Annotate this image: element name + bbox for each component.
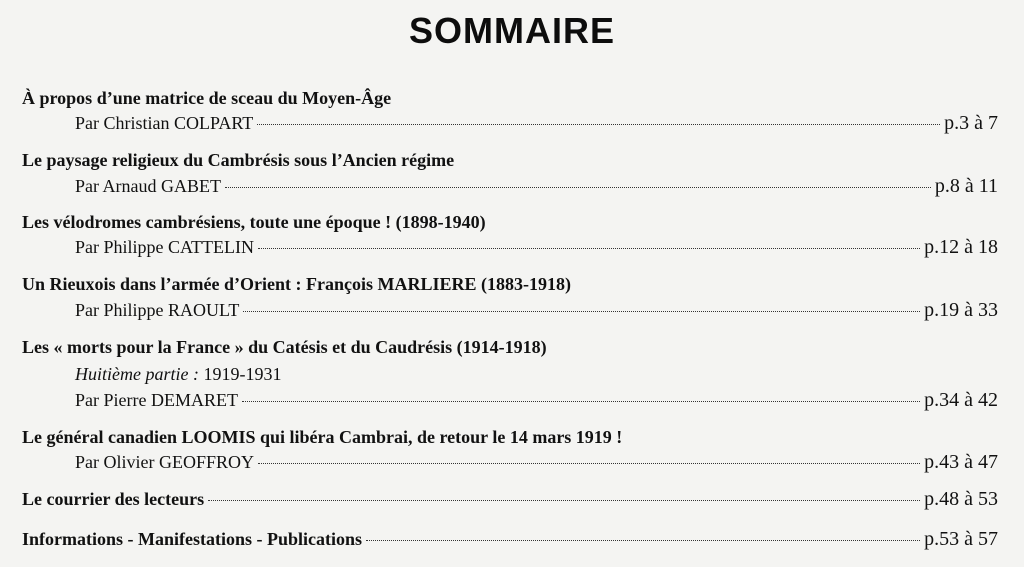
- article-author: Par Pierre DEMARET: [75, 390, 238, 410]
- article-title: Le courrier des lecteurs: [22, 489, 205, 509]
- toc-line: [75, 236, 998, 259]
- dot-leader: [225, 187, 931, 188]
- toc-line: [75, 451, 998, 474]
- article-title: Le général canadien LOOMIS qui libéra Cambrai, de retour le 14 mars 1919 !: [22, 427, 623, 447]
- dot-leader: [366, 540, 920, 541]
- article-title: Un Rieuxois dans l’armée d’Orient : François MARLIERE (1883-1918): [22, 274, 571, 294]
- subtitle-text: 1919-1931: [198, 364, 282, 384]
- dot-leader: [257, 124, 940, 125]
- dot-leader: [258, 463, 920, 464]
- toc-line: [22, 528, 998, 551]
- toc-line: [75, 112, 998, 135]
- dot-leader: [258, 248, 920, 249]
- dot-leader: [208, 500, 920, 501]
- dot-leader: [242, 401, 920, 402]
- article-author: Par Philippe RAOULT: [75, 300, 240, 320]
- toc-line: [75, 175, 998, 198]
- toc-line: [22, 488, 998, 511]
- toc-line: [75, 299, 998, 322]
- article-title: Informations - Manifestations - Publications: [22, 529, 363, 549]
- article-author: Par Olivier GEOFFROY: [75, 452, 254, 472]
- page-title: SOMMAIRE: [409, 10, 615, 51]
- page-range: p.43 à 47: [924, 451, 998, 473]
- article-title: Les « morts pour la France » du Catésis et du Caudrésis (1914-1918): [22, 337, 547, 357]
- article-title: À propos d’une matrice de sceau du Moyen-Âge: [22, 88, 392, 108]
- page-range: p.34 à 42: [924, 389, 998, 411]
- article-author: Par Arnaud GABET: [75, 176, 221, 196]
- article-author: Par Philippe CATTELIN: [75, 237, 254, 257]
- page-range: p.53 à 57: [924, 528, 998, 550]
- dot-leader: [243, 311, 920, 312]
- article-subtitle: [75, 364, 281, 385]
- page-range: p.48 à 53: [924, 488, 998, 510]
- page-range: p.12 à 18: [924, 236, 998, 258]
- toc-line: [75, 389, 998, 412]
- article-title: Le paysage religieux du Cambrésis sous l’Ancien régime: [22, 150, 455, 170]
- page-range: p.3 à 7: [944, 112, 998, 134]
- article-title: Les vélodromes cambrésiens, toute une époque ! (1898-1940): [22, 212, 486, 232]
- page-range: p.19 à 33: [924, 299, 998, 321]
- subtitle-italic: Huitième partie :: [75, 364, 199, 384]
- page-range: p.8 à 11: [934, 175, 998, 197]
- article-author: Par Christian COLPART: [75, 113, 254, 133]
